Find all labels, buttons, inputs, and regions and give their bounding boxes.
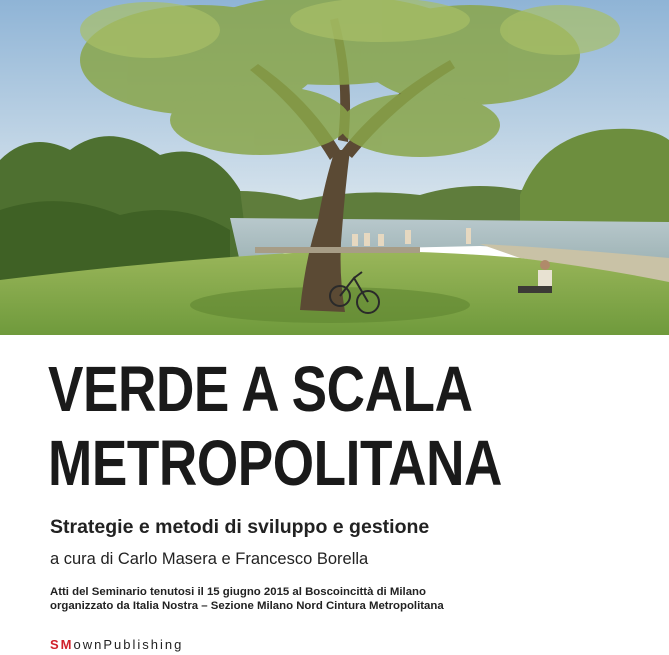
publisher-logo [50, 637, 183, 652]
book-title [48, 352, 554, 500]
proceedings-line-1: Atti del Seminario tenutosi il 15 giugno 2015 al Boscoincittà di Milano [50, 586, 426, 598]
title-line-2: METROPOLITANA [48, 427, 502, 499]
title-line-1: VERDE A SCALA [48, 353, 473, 425]
proceedings-note [50, 585, 444, 613]
editors-credit: a cura di Carlo Masera e Francesco Borella [50, 550, 369, 568]
proceedings-line-2: organizzato da Italia Nostra – Sezione Milano Nord Cintura Metropolitana [50, 600, 444, 612]
publisher-prefix: SM [50, 637, 74, 652]
publisher-suffix: ownPublishing [73, 637, 184, 652]
book-subtitle: Strategie e metodi di sviluppo e gestione [50, 516, 430, 538]
